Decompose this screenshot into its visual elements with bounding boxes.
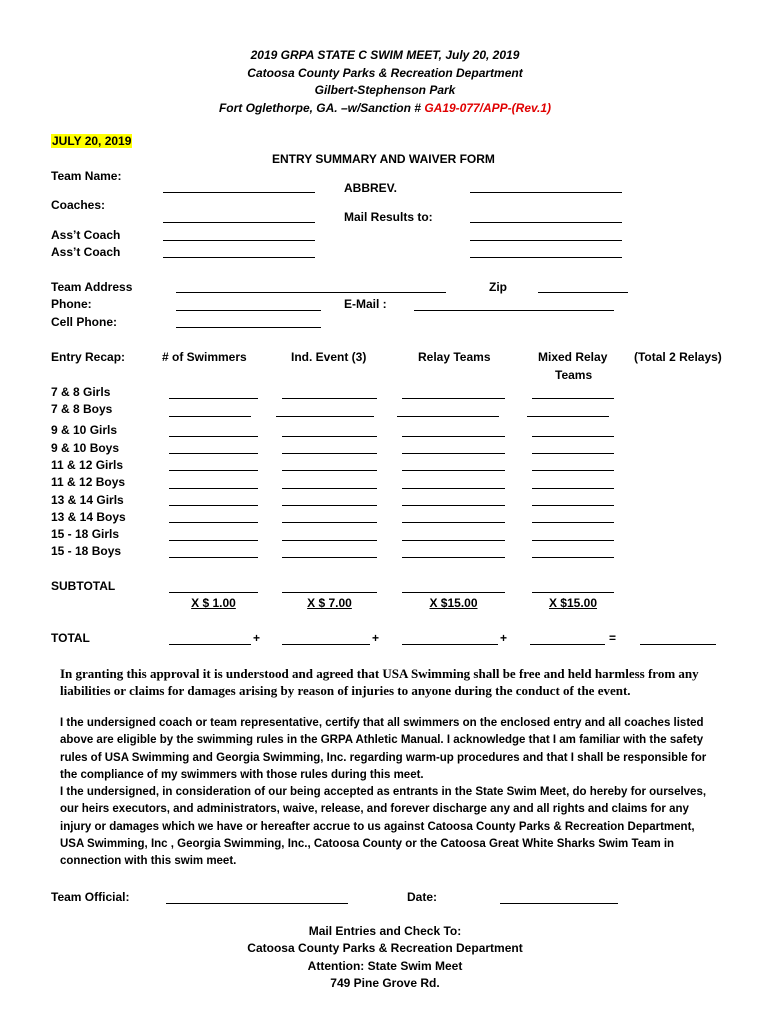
swimmer-fee-multiplier: X $ 1.00 — [191, 596, 236, 610]
age-group-label: 7 & 8 Girls — [51, 385, 111, 399]
col-mixed-relay-header-2: Teams — [555, 368, 593, 382]
mail-to-department: Catoosa County Parks & Recreation Department — [247, 941, 523, 955]
mail-to-attention: Attention: State Swim Meet — [307, 959, 463, 973]
mixed-relay-field[interactable] — [532, 505, 614, 506]
team-address-field[interactable] — [176, 292, 446, 293]
mail-results-field-2[interactable] — [470, 240, 622, 241]
mixed-relay-field[interactable] — [532, 436, 614, 437]
relay-field[interactable] — [402, 540, 505, 541]
age-group-label: 9 & 10 Boys — [51, 441, 120, 455]
approval-statement: In granting this approval it is understood and agreed that USA Swimming shall be free and held harmless from any liabilities or claims for damages arising by reason of injuries to anyone during the conduct of the event. — [60, 666, 699, 698]
total-label: TOTAL — [51, 631, 90, 645]
date-field[interactable] — [500, 903, 618, 904]
relay-fee-multiplier: X $15.00 — [429, 596, 478, 610]
swimmers-field[interactable] — [169, 505, 258, 506]
swimmers-field[interactable] — [169, 470, 258, 471]
swimmers-field[interactable] — [169, 398, 258, 399]
team-name-label: Team Name: — [51, 169, 122, 183]
coaches-label: Coaches: — [51, 198, 106, 212]
relay-field[interactable] — [402, 488, 505, 489]
col-mixed-relay-header: Mixed Relay — [538, 350, 608, 364]
age-group-label: 9 & 10 Girls — [51, 423, 118, 437]
plus-sign: + — [253, 631, 261, 645]
subtotal-relay-field[interactable] — [402, 592, 505, 593]
col-relay-header: Relay Teams — [418, 350, 491, 364]
col-swimmers-header: # of Swimmers — [162, 350, 247, 364]
date-label: Date: — [407, 890, 438, 904]
form-title: ENTRY SUMMARY AND WAIVER FORM — [272, 152, 495, 166]
mixed-relay-fee-multiplier: X $15.00 — [548, 596, 598, 610]
zip-label: Zip — [489, 280, 507, 294]
col-ind-event-header: Ind. Event (3) — [291, 350, 367, 364]
sanction-number: GA19-077/APP-(Rev.1) — [424, 101, 552, 115]
age-group-label: 7 & 8 Boys — [51, 402, 113, 416]
total-swimmers-field[interactable] — [169, 644, 251, 645]
certification-paragraph: I the undersigned coach or team representative, certify that all swimmers on the enclosed entry and all coaches listed above are eligible by the swimming rules in the GRPA Athletic Manual. I acknowledge that I am familiar with the safety rules of USA Swimming and Georgia Swimming, Inc. regarding warm-up procedures and that I shall be responsible for the compliance of my swimmers with those rules during this meet. — [60, 717, 707, 781]
header-line-4 — [0, 101, 770, 115]
header-line-2: Catoosa County Parks & Recreation Department — [247, 66, 523, 80]
ind-event-field[interactable] — [282, 505, 377, 506]
phone-label: Phone: — [51, 297, 92, 311]
relay-field[interactable] — [402, 557, 505, 558]
age-group-label: 11 & 12 Boys — [51, 475, 126, 489]
asst-coach-field-2[interactable] — [163, 257, 315, 258]
age-group-label: 15 - 18 Boys — [51, 544, 122, 558]
swimmers-field[interactable] — [169, 453, 258, 454]
email-label: E-Mail : — [344, 297, 387, 311]
ind-event-field[interactable] — [282, 470, 377, 471]
relay-field[interactable] — [397, 416, 499, 417]
age-group-label: 13 & 14 Boys — [51, 510, 126, 524]
location-text: Fort Oglethorpe, GA. –w/Sanction # — [218, 101, 425, 115]
total-mixed-relay-field[interactable] — [530, 644, 605, 645]
entry-recap-label: Entry Recap: — [51, 350, 126, 364]
relay-field[interactable] — [402, 522, 505, 523]
cell-phone-field[interactable] — [176, 327, 321, 328]
total-ind-event-field[interactable] — [282, 644, 370, 645]
swimmers-field[interactable] — [169, 522, 258, 523]
email-field[interactable] — [414, 310, 614, 311]
cell-phone-label: Cell Phone: — [51, 315, 118, 329]
phone-field[interactable] — [176, 310, 321, 311]
team-official-label: Team Official: — [51, 890, 130, 904]
mail-to-heading: Mail Entries and Check To: — [308, 924, 462, 938]
ind-event-fee-multiplier: X $ 7.00 — [307, 596, 352, 610]
equals-sign: = — [609, 631, 617, 645]
team-address-label: Team Address — [51, 280, 133, 294]
mail-to-address: 749 Pine Grove Rd. — [330, 976, 440, 990]
team-name-field[interactable] — [163, 192, 315, 193]
mixed-relay-field[interactable] — [532, 398, 614, 399]
abbrev-field[interactable] — [470, 192, 622, 193]
mail-results-field-3[interactable] — [470, 257, 622, 258]
swimmers-field[interactable] — [169, 540, 258, 541]
mail-results-label: Mail Results to: — [344, 210, 433, 224]
relay-field[interactable] — [402, 470, 505, 471]
mail-results-field-1[interactable] — [470, 222, 622, 223]
asst-coach-field-1[interactable] — [163, 240, 315, 241]
grand-total-field[interactable] — [640, 644, 716, 645]
ind-event-field[interactable] — [282, 522, 377, 523]
plus-sign: + — [372, 631, 380, 645]
relay-field[interactable] — [402, 453, 505, 454]
total-relay-field[interactable] — [402, 644, 498, 645]
ind-event-field[interactable] — [276, 416, 374, 417]
mixed-relay-field[interactable] — [532, 522, 614, 523]
ind-event-field[interactable] — [282, 488, 377, 489]
age-group-label: 11 & 12 Girls — [51, 458, 124, 472]
mixed-relay-field[interactable] — [532, 557, 614, 558]
plus-sign: + — [500, 631, 508, 645]
zip-field[interactable] — [538, 292, 628, 293]
header-line-1: 2019 GRPA STATE C SWIM MEET, July 20, 2019 — [250, 48, 520, 62]
asst-coach-label-1: Ass’t Coach — [51, 228, 121, 242]
ind-event-field[interactable] — [282, 453, 377, 454]
age-group-label: 13 & 14 Girls — [51, 493, 124, 507]
ind-event-field[interactable] — [282, 540, 377, 541]
swimmers-field[interactable] — [169, 436, 258, 437]
team-official-signature-field[interactable] — [166, 903, 348, 904]
mixed-relay-field[interactable] — [532, 470, 614, 471]
mixed-relay-field[interactable] — [532, 453, 614, 454]
asst-coach-label-2: Ass’t Coach — [51, 245, 121, 259]
relay-field[interactable] — [402, 436, 505, 437]
subtotal-label: SUBTOTAL — [51, 579, 116, 593]
relay-field[interactable] — [402, 505, 505, 506]
age-group-label: 15 - 18 Girls — [51, 527, 120, 541]
coach-field[interactable] — [163, 222, 315, 223]
swimmers-field[interactable] — [169, 488, 258, 489]
ind-event-field[interactable] — [282, 398, 377, 399]
swimmers-field[interactable] — [169, 557, 258, 558]
subtotal-ind-event-field[interactable] — [282, 592, 377, 593]
col-total-relays-header: (Total 2 Relays) — [634, 350, 722, 364]
relay-field[interactable] — [402, 398, 505, 399]
ind-event-field[interactable] — [282, 557, 377, 558]
subtotal-swimmers-field[interactable] — [169, 592, 258, 593]
swimmers-field[interactable] — [169, 416, 251, 417]
waiver-paragraph: I the undersigned, in consideration of our being accepted as entrants in the State Swim Meet, do hereby for ourselves, our heirs executors, and administrators, waive, release, and forever discharge any and all rights and claims for any injury or damages which we have or hereafter accrue to us against Catoosa County Parks & Recreation Department, USA Swimming, Inc , Georgia Swimming, Inc., Catoosa County or the Catoosa Great White Sharks Swim Team in connection with this swim meet. — [60, 786, 707, 868]
header-line-3: Gilbert-Stephenson Park — [314, 83, 456, 97]
abbrev-label: ABBREV. — [344, 181, 397, 195]
ind-event-field[interactable] — [282, 436, 377, 437]
mixed-relay-field[interactable] — [532, 540, 614, 541]
mixed-relay-field[interactable] — [532, 488, 614, 489]
subtotal-mixed-relay-field[interactable] — [532, 592, 614, 593]
date-badge: JULY 20, 2019 — [52, 134, 132, 148]
mixed-relay-field[interactable] — [527, 416, 609, 417]
